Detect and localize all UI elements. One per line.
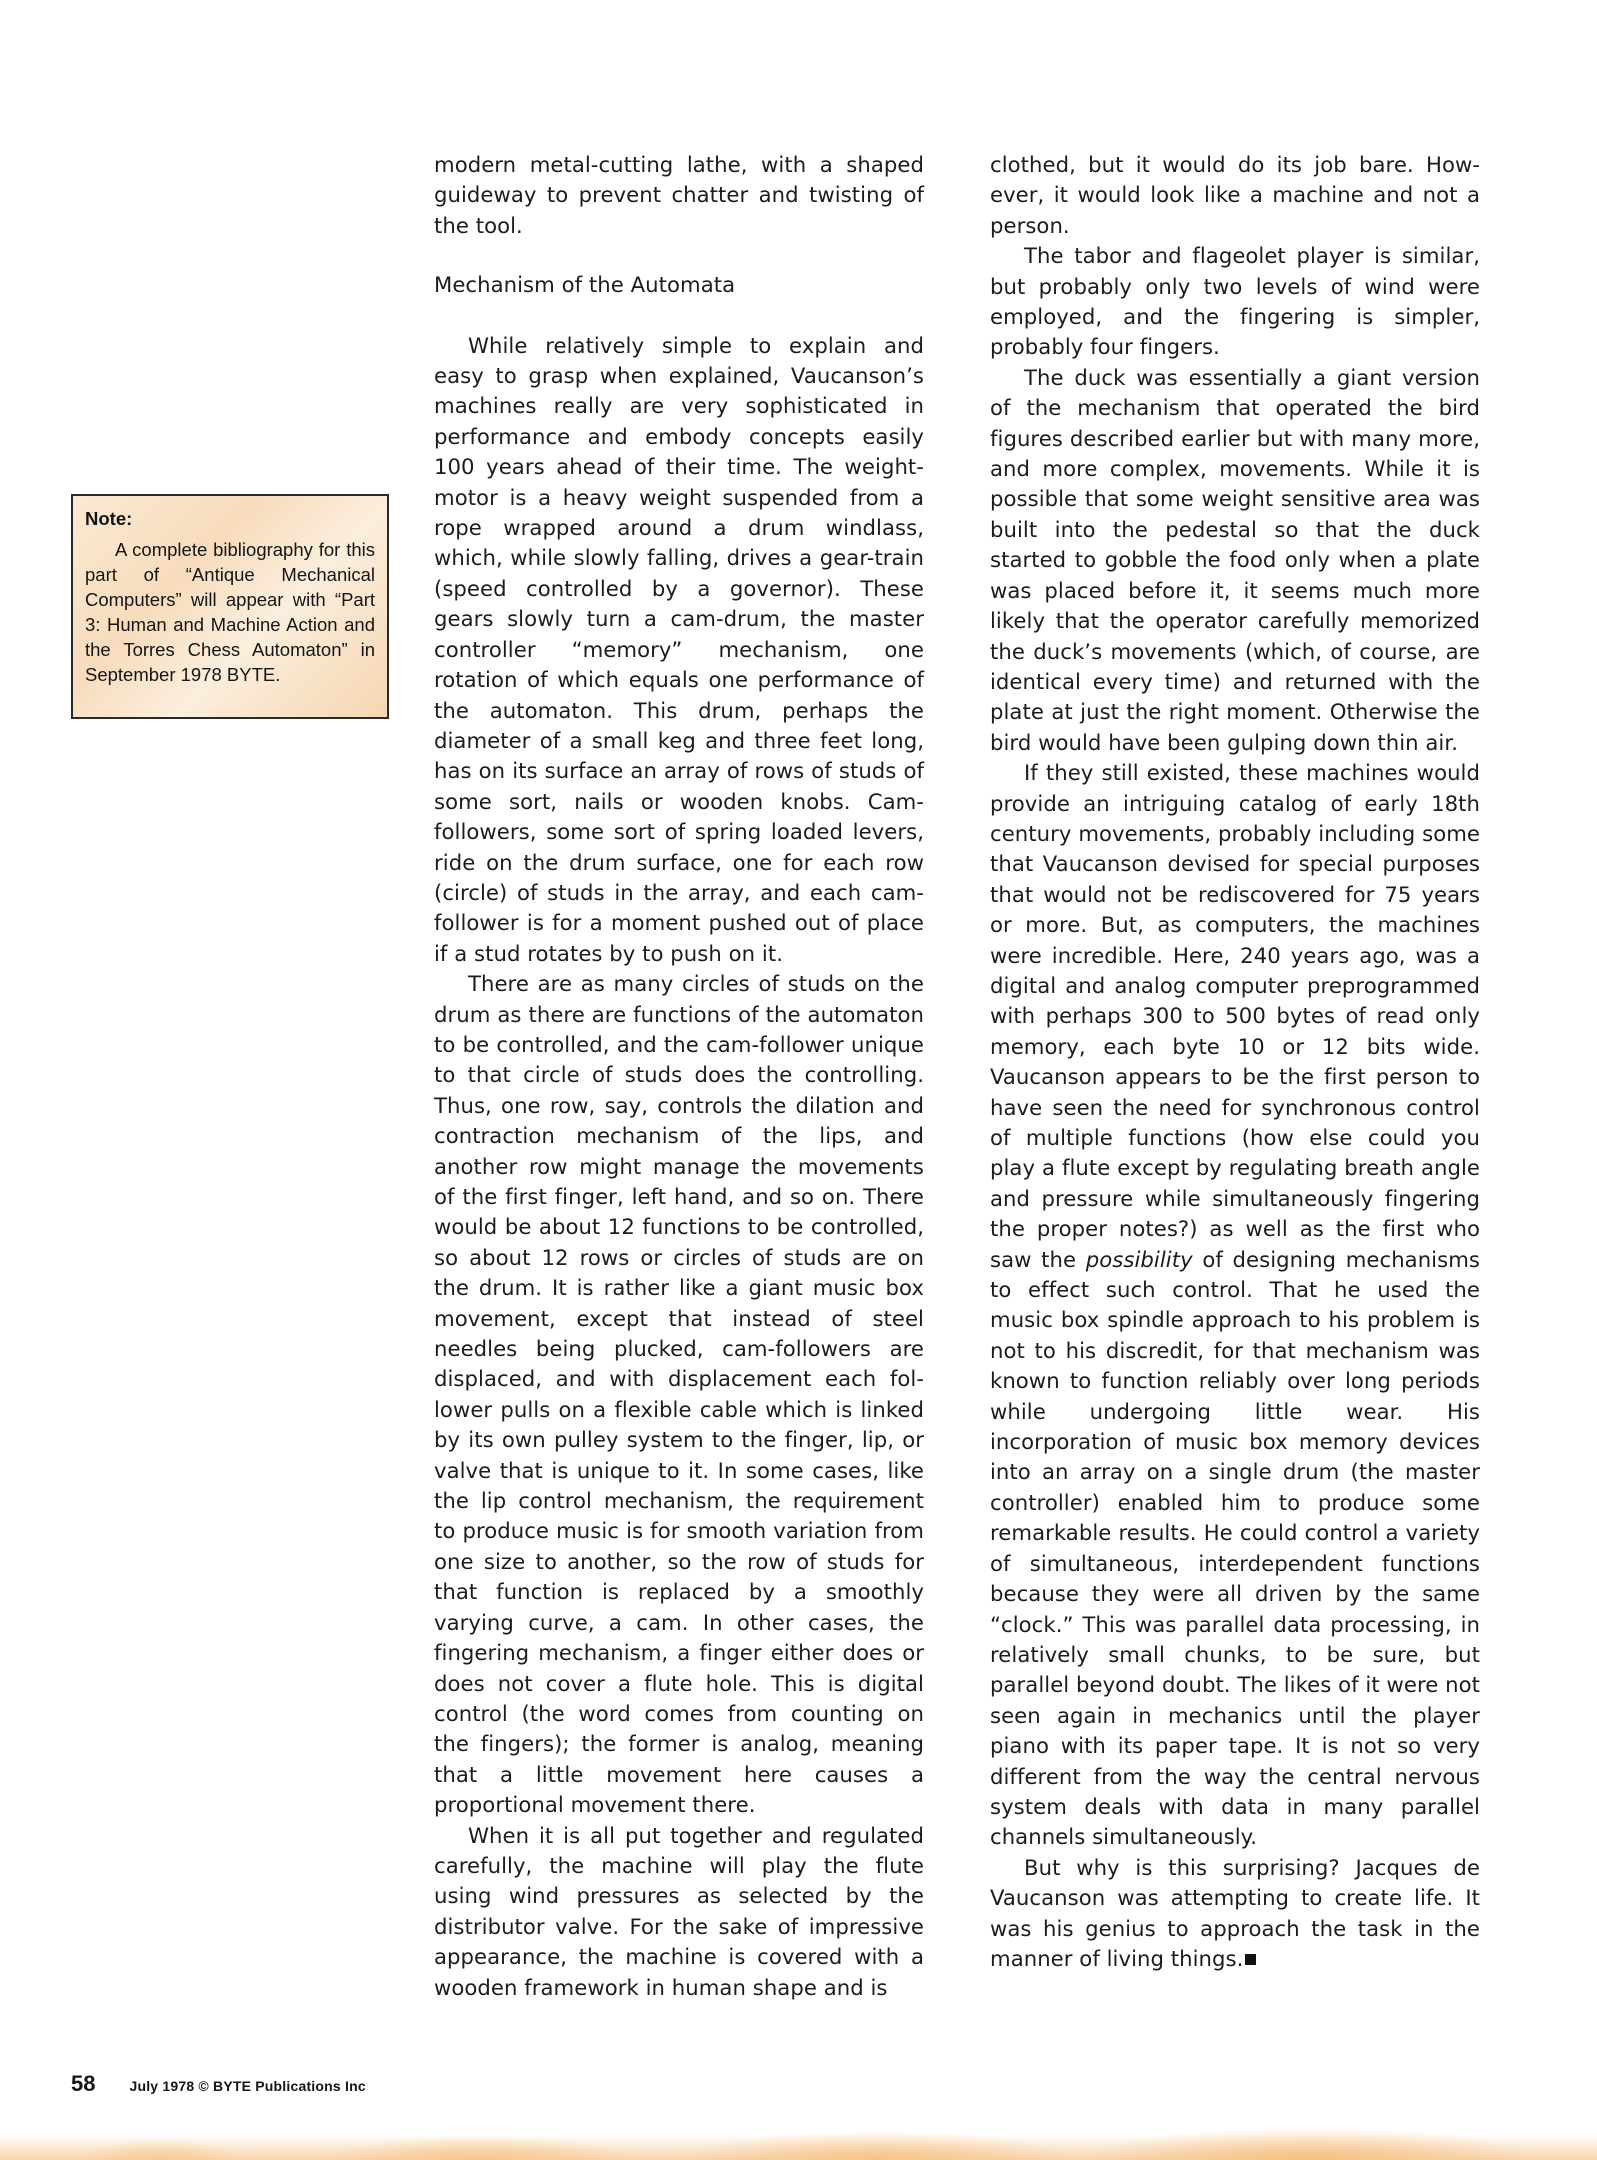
paragraph: While relatively simple to explain and easy to grasp when explained, Vaucanson’s machines really are very sophisticated in performance and embody concepts easily 100 years ahead of their time. The weight-motor is a heavy weight suspended from a rope wrapped around a drum windlass, which, while slowly falling, drives a gear-train (speed controlled by a governor). These gears slowly turn a cam-drum, the master controller “memory” mechanism, one rotation of which equals one performance of the automaton. This drum, perhaps the diameter of a small keg and three feet long, has on its surface an array of rows of studs of some sort, nails or wooden knobs. Cam-followers, some sort of spring loaded levers, ride on the drum surface, one for each row (circle) of studs in the array, and each cam-follower is for a moment pushed out of place if a stud rotates by to push on it. [434, 332, 924, 966]
paragraph-text: If they still existed, these machines would provide an intriguing catalog of early 18th century movements, probably including some that Vaucanson devised for special purposes that would not be rediscovered for 75 years or more. But, as computers, the machines were incredible. Here, 240 years ago, was a digital and analog computer preprogrammed with perhaps 300 to 500 bytes of read only memory, each byte 10 or 12 bits wide. Vaucanson appears to be the first person to have seen the need for synchronous control of multiple functions (how else could you play a flute except by regulating breath angle and pressure while simultaneously fingering the proper notes?) as well as the first who saw the [990, 760, 1480, 1272]
emphasized-word: possibility [1085, 1246, 1193, 1272]
note-body: A complete bibliography for this part of “Antique Mechanical Computers” will appear with “Part 3: Human and Machine Action and the Torres Chess Automaton” in September 1978 BYTE. [85, 539, 375, 685]
paragraph [990, 758, 1480, 1853]
paragraph: There are as many circles of studs on the drum as there are functions of the automaton to be controlled, and the cam-follower unique to that circle of studs does the controlling. Thus, one row, say, controls the dilation and contraction mechanism of the lips, and another row might manage the movements of the first finger, left hand, and so on. There would be about 12 functions to be controlled, so about 12 rows or circles of studs are on the drum. It is rather like a giant music box movement, except that instead of steel needles being plucked, cam-followers are displaced, and with displacement each follower pulls on a flexible cable which is linked by its own pulley system to the finger, lip, or valve that is unique to it. In some cases, like the lip control mechanism, the requirement to produce music is for smooth variation from one size to another, so the row of studs for that function is replaced by a smoothly varying curve, a cam. In other cases, the fingering mechanism, a finger either does or does not cover a flute hole. This is digital control (the word comes from counting on the fingers); the former is analog, meaning that a little movement here causes a proportional movement there. [434, 971, 924, 1818]
end-of-article-square-icon [1245, 1954, 1256, 1965]
note-title: Note: [85, 508, 133, 529]
right-column [990, 150, 1480, 1974]
paragraph-continuation: modern metal-cutting lathe, with a shaped guideway to prevent chatter and twisting of the tool. [434, 152, 924, 238]
page-number: 58 [71, 2071, 96, 2096]
decorative-page-edge [0, 2100, 1597, 2160]
page-footer [71, 2071, 366, 2097]
publication-credit: July 1978 © BYTE Publications Inc [129, 2078, 366, 2094]
note-sidebar-box [71, 494, 389, 719]
middle-column [434, 150, 924, 2003]
paragraph: When it is all put together and regulated carefully, the machine will play the flute using wind pressures as selected by the distributor valve. For the sake of impressive appearance, the machine is covered with a wooden framework in human shape and is [434, 1822, 924, 2000]
paragraph-text: of designing mechanisms to effect such control. That he used the music box spindle approach to his problem is not to his discredit, for that mechanism was known to function reliably over long periods while undergoing little wear. His incorporation of music box memory devices into an array on a single drum (the master controller) enabled him to produce some remarkable results. He could control a variety of simultaneous, interdependent functions because they were all driven by the same “clock.” This was parallel data processing, in relatively small chunks, to be sure, but parallel beyond doubt. The likes of it were not seen again in mechanics until the player piano with its paper tape. It is not so very different from the way the central nervous system deals with data in many parallel channels simultaneously. [990, 1246, 1480, 1850]
paragraph-text: But why is this surprising? Jacques de Vaucanson was attempting to create life. It was his genius to approach the task in the manner of living things. [990, 1854, 1480, 1971]
section-heading: Mechanism of the Automata [434, 272, 736, 298]
paragraph: The tabor and flageolet player is similar, but probably only two levels of wind were employed, and the fingering is simpler, probably four fingers. [990, 243, 1480, 360]
paragraph: The duck was essentially a giant version of the mechanism that operated the bird figures described earlier but with many more, and more complex, movements. While it is possible that some weight sensitive area was built into the pedestal so that the duck started to gobble the food only when a plate was placed before it, it seems much more likely that the operator carefully memorized the duck’s movements (which, of course, are identical every time) and returned with the plate at just the right moment. Otherwise the bird would have been gulping down thin air. [990, 364, 1480, 755]
paragraph-final [990, 1853, 1480, 1975]
paragraph-continuation: clothed, but it would do its job bare. However, it would look like a machine and not a person. [990, 152, 1480, 238]
